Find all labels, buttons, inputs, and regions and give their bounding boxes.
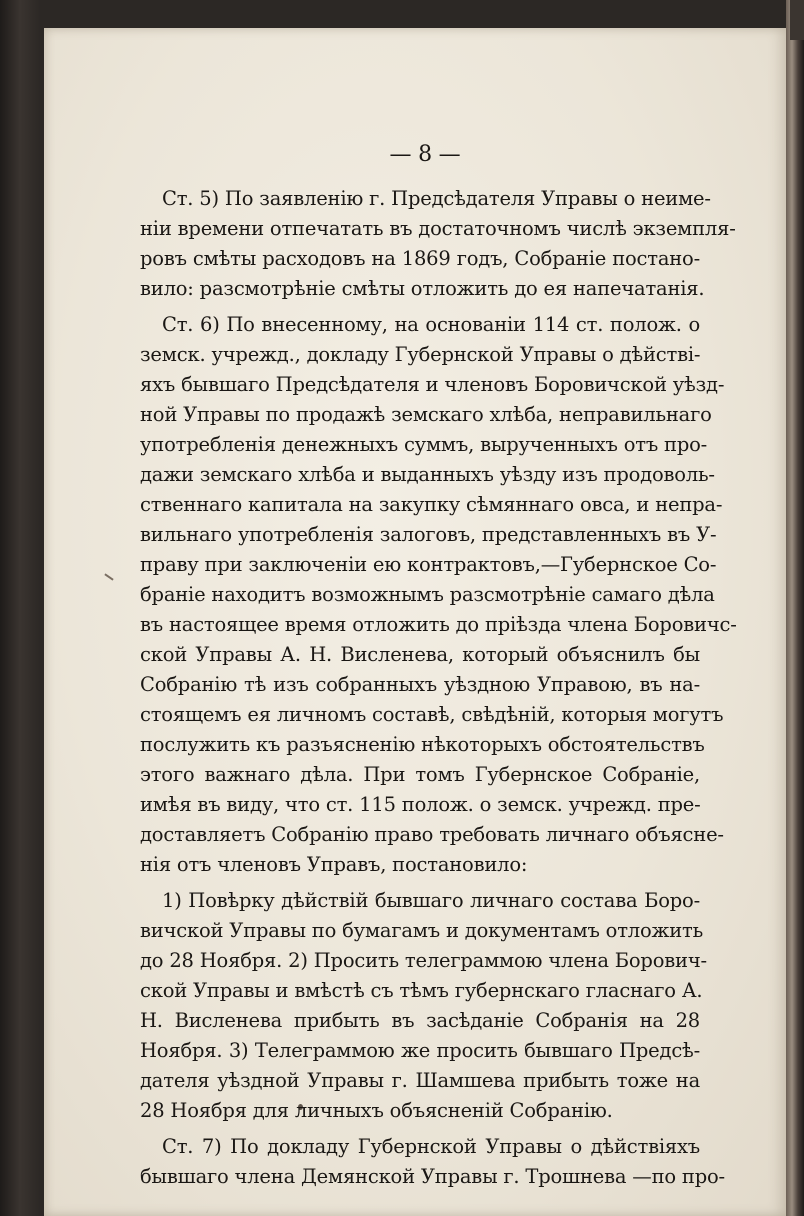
- text-line: Ст. 7) По докладу Губернской Управы о дѣйствіяхъ: [162, 1135, 700, 1158]
- paragraph: [140, 1132, 725, 1192]
- text-line: вильнаго употребленія залоговъ, представленныхъ въ У-: [140, 523, 717, 546]
- text-line: дателя уѣздной Управы г. Шамшева прибыть тоже на: [140, 1069, 700, 1092]
- text-line: послужить къ разъясненію нѣкоторыхъ обстоятельствъ: [140, 733, 705, 756]
- text-line: Ст. 6) По внесенному, на основаніи 114 ст. полож. о: [162, 313, 700, 336]
- text-line: этого важнаго дѣла. При томъ Губернское Собраніе,: [140, 763, 700, 786]
- paragraph: [140, 184, 736, 304]
- text-line: 28 Ноября для личныхъ объясненій Собранію.: [140, 1099, 613, 1122]
- text-line: Ноября. 3) Телеграммою же просить бывшаго Предсѣ-: [140, 1039, 700, 1062]
- text-line: ніи времени отпечатать въ достаточномъ числѣ экземпля-: [140, 217, 736, 240]
- paragraph: [140, 886, 707, 1126]
- text-line: Н. Висленева прибыть въ засѣданіе Собранія на 28: [140, 1009, 700, 1032]
- paragraphs: [140, 184, 737, 1192]
- text-line: ственнаго капитала на закупку сѣмяннаго овса, и непра-: [140, 493, 723, 516]
- text-line: въ настоящее время отложить до пріѣзда члена Боровичс-: [140, 613, 737, 636]
- text-line: земск. учрежд., докладу Губернской Управы о дѣйствi-: [140, 343, 701, 366]
- text-line: употребленія денежныхъ суммъ, вырученныхъ отъ про-: [140, 433, 708, 456]
- paragraph: [140, 310, 737, 880]
- text-line: Собранію тѣ изъ собранныхъ уѣздною Управою, въ на-: [140, 673, 700, 696]
- text-line: праву при заключеніи ею контрактовъ,—Губернское Со-: [140, 553, 717, 576]
- bookmark-ribbon: [790, 0, 804, 40]
- text-line: имѣя въ виду, что ст. 115 полож. о земск. учрежд. пре-: [140, 793, 701, 816]
- text-line: дажи земскаго хлѣба и выданныхъ уѣзду изъ продоволь-: [140, 463, 715, 486]
- document-text: [140, 140, 737, 1198]
- text-line: ровъ смѣты расходовъ на 1869 годъ, Собраніе постано-: [140, 247, 700, 270]
- text-line: ной Управы по продажѣ земскаго хлѣба, неправильнаго: [140, 403, 712, 426]
- text-line: 1) Повѣрку дѣйствій бывшаго личнаго состава Боро-: [162, 889, 700, 912]
- text-line: нія отъ членовъ Управъ, постановило:: [140, 853, 528, 876]
- text-line: вичской Управы по бумагамъ и документамъ отложить: [140, 919, 704, 942]
- text-line: яхъ бывшаго Предсѣдателя и членовъ Боровичской уѣзд-: [140, 373, 725, 396]
- page-number: — 8 —: [389, 142, 461, 167]
- text-line: до 28 Ноября. 2) Просить телеграммою члена Борович-: [140, 949, 707, 972]
- text-line: ской Управы и вмѣстѣ съ тѣмъ губернскаго гласнаго А.: [140, 979, 703, 1002]
- book-edge: [786, 0, 804, 1216]
- text-line: браніе находитъ возможнымъ разсмотрѣніе самаго дѣла: [140, 583, 715, 606]
- text-line: вило: разсмотрѣніе смѣты отложить до ея напечатанія.: [140, 277, 705, 300]
- text-line: доставляетъ Собранію право требовать личнаго объясне-: [140, 823, 724, 846]
- text-line: Ст. 5) По заявленію г. Предсѣдателя Управы о неиме-: [162, 187, 711, 210]
- text-line: стоящемъ ея личномъ составѣ, свѣдѣній, которыя могутъ: [140, 703, 724, 726]
- text-line: бывшаго члена Демянской Управы г. Трошнева —по про-: [140, 1165, 725, 1188]
- text-line: ской Управы А. Н. Висленева, который объяснилъ бы: [140, 643, 700, 666]
